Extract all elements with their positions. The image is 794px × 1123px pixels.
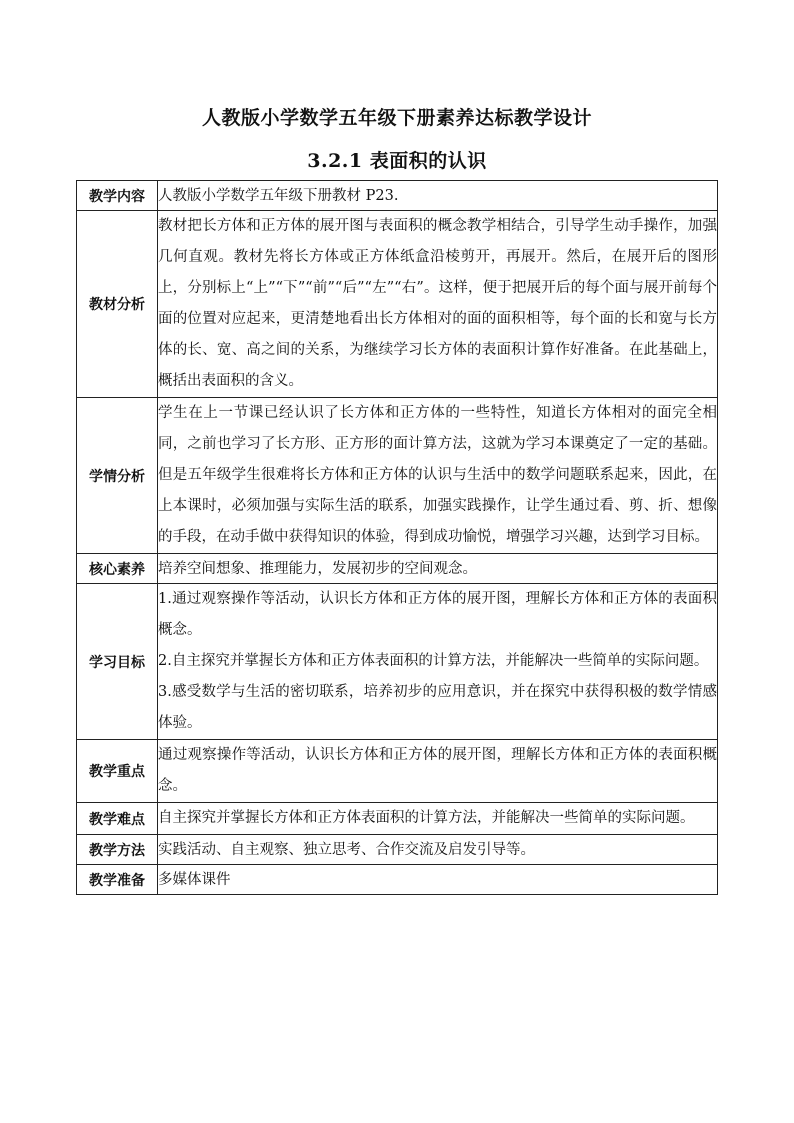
row-label: 核心素养 bbox=[77, 554, 158, 584]
row-label: 教学内容 bbox=[77, 181, 158, 211]
table-row-content bbox=[77, 181, 718, 211]
lesson-title: 3.2.1 表面积的认识 bbox=[307, 150, 487, 172]
table-row-difficulties bbox=[77, 803, 718, 835]
row-label: 教学难点 bbox=[77, 803, 158, 835]
table-row-preparation bbox=[77, 865, 718, 895]
lesson-plan-table bbox=[76, 180, 718, 895]
table-row-student-analysis bbox=[77, 398, 718, 554]
learning-goal-item: 2.自主探究并掌握长方体和正方体表面积的计算方法，并能解决一些简单的实际问题。 bbox=[158, 653, 709, 669]
table-row-textbook-analysis bbox=[77, 211, 718, 398]
row-content: 多媒体课件 bbox=[158, 865, 718, 895]
table-row-key-points bbox=[77, 740, 718, 803]
row-content: 人教版小学数学五年级下册教材 P23. bbox=[158, 181, 718, 211]
learning-goal-item: 1.通过观察操作等活动，认识长方体和正方体的展开图，理解长方体和正方体的表面积概念。 bbox=[158, 591, 717, 638]
row-label: 教学准备 bbox=[77, 865, 158, 895]
row-content: 实践活动、自主观察、独立思考、合作交流及启发引导等。 bbox=[158, 835, 718, 865]
table-row-learning-goals bbox=[77, 584, 718, 740]
row-content: 培养空间想象、推理能力，发展初步的空间观念。 bbox=[158, 554, 718, 584]
table-row-methods bbox=[77, 835, 718, 865]
row-label: 教学方法 bbox=[77, 835, 158, 865]
document-title: 人教版小学数学五年级下册素养达标教学设计 bbox=[201, 107, 592, 129]
row-content: 自主探究并掌握长方体和正方体表面积的计算方法，并能解决一些简单的实际问题。 bbox=[158, 803, 718, 835]
learning-goal-item: 3.感受数学与生活的密切联系，培养初步的应用意识，并在探究中获得积极的数学情感体验。 bbox=[158, 684, 717, 731]
row-content bbox=[158, 584, 718, 740]
row-label: 教学重点 bbox=[77, 740, 158, 803]
row-label: 学习目标 bbox=[77, 584, 158, 740]
row-content: 教材把长方体和正方体的展开图与表面积的概念教学相结合，引导学生动手操作，加强几何直观。教材先将长方体或正方体纸盒沿棱剪开，再展开。然后，在展开后的图形上，分别标上“上”“下”“前”“后”“左”“右”。这样，便于把展开后的每个面与展开前每个面的位置对应起来，更清楚地看出长方体相对的面的面积相等，每个面的长和宽与长方体的长、宽、高之间的关系，为继续学习长方体的表面积计算作好准备。在此基础上，概括出表面积的含义。 bbox=[158, 211, 718, 398]
row-label: 教材分析 bbox=[77, 211, 158, 398]
row-label: 学情分析 bbox=[77, 398, 158, 554]
table-row-core-literacy bbox=[77, 554, 718, 584]
row-content: 通过观察操作等活动，认识长方体和正方体的展开图，理解长方体和正方体的表面积概念。 bbox=[158, 740, 718, 803]
row-content: 学生在上一节课已经认识了长方体和正方体的一些特性，知道长方体相对的面完全相同，之前也学习了长方形、正方形的面计算方法，这就为学习本课奠定了一定的基础。但是五年级学生很难将长方体和正方体的认识与生活中的数学问题联系起来，因此，在上本课时，必须加强与实际生活的联系，加强实践操作，让学生通过看、剪、折、想像的手段，在动手做中获得知识的体验，得到成功愉悦，增强学习兴趣，达到学习目标。 bbox=[158, 398, 718, 554]
